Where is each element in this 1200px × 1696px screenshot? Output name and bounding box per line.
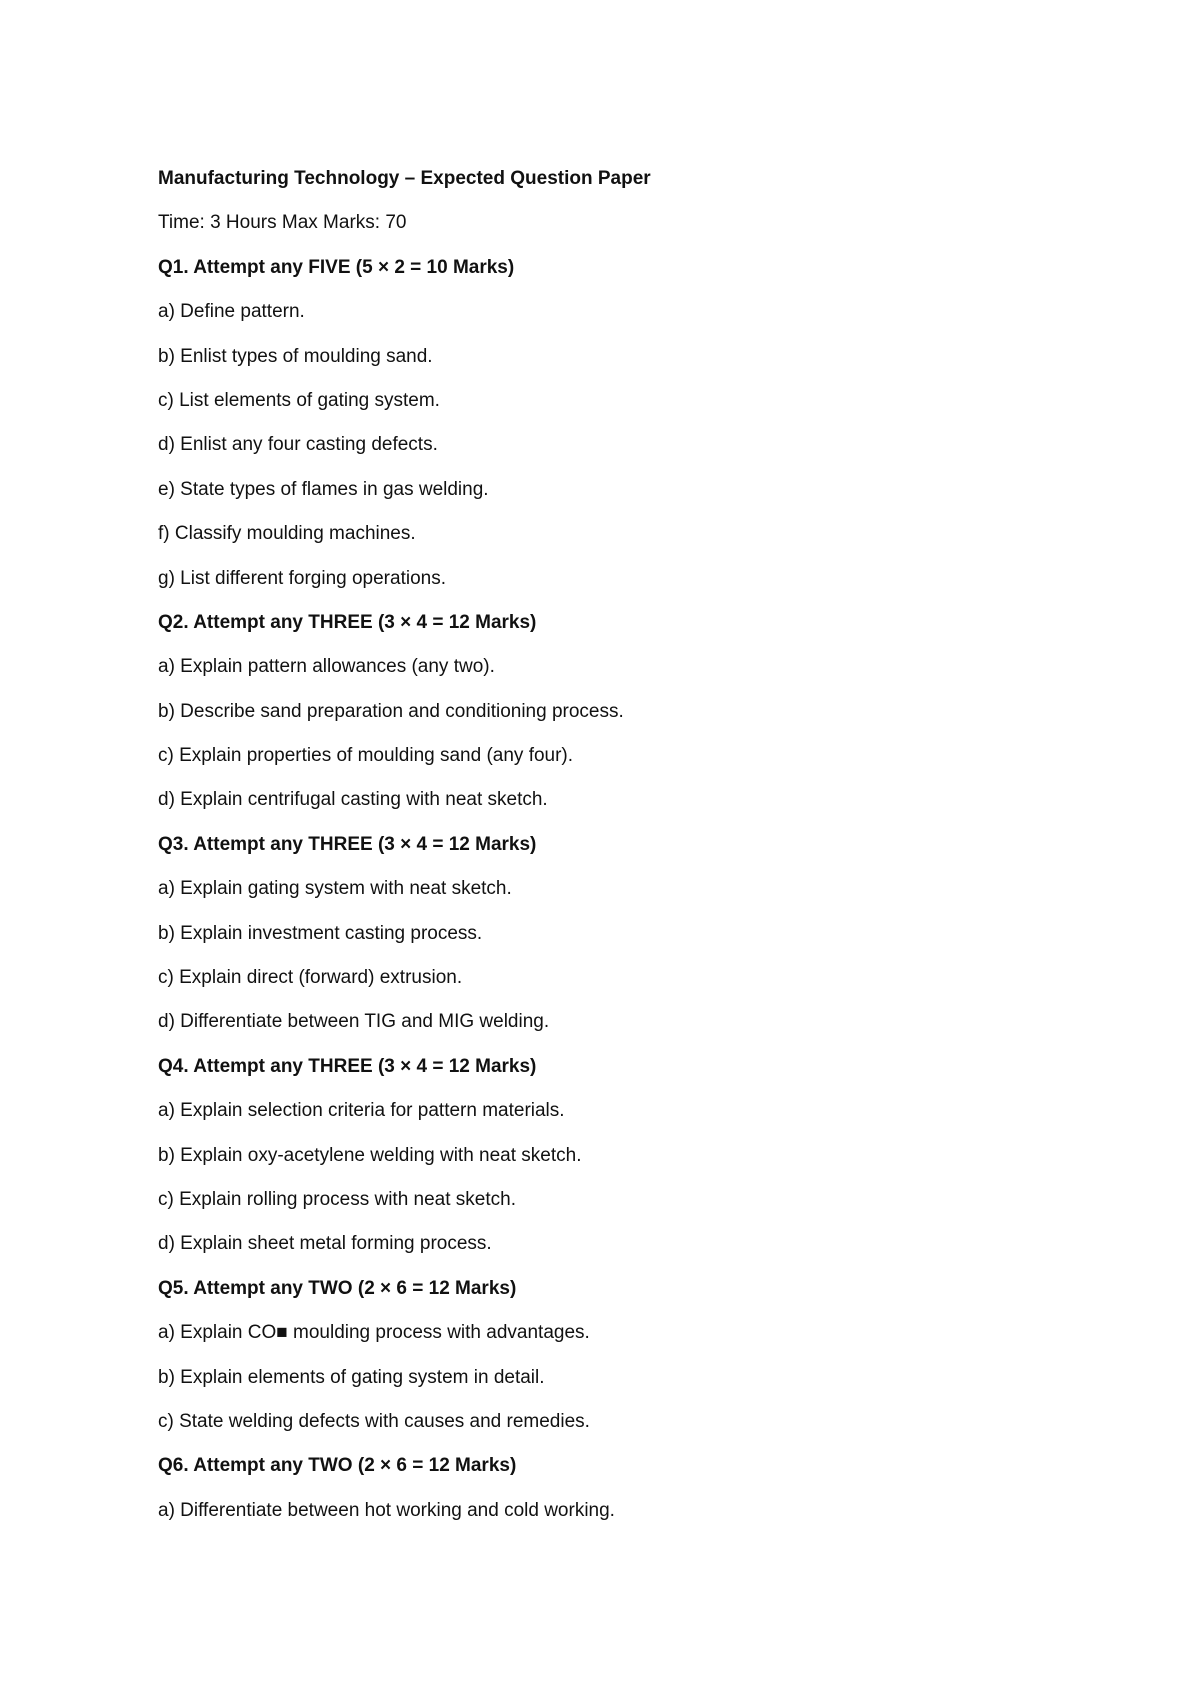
question-item: a) Explain selection criteria for pattern materials. [158,1100,565,1122]
question-item: e) State types of flames in gas welding. [158,478,489,500]
question-item: d) Enlist any four casting defects. [158,434,438,456]
question-item: b) Describe sand preparation and conditioning process. [158,700,624,722]
question-item: b) Explain investment casting process. [158,922,483,944]
question-section-q2 [158,601,1058,823]
question-item: a) Define pattern. [158,301,305,323]
paper-title: Manufacturing Technology – Expected Question Paper [158,168,651,189]
question-item: c) Explain rolling process with neat sketch. [158,1188,516,1210]
question-section-q3 [158,823,1058,1045]
question-item: b) Enlist types of moulding sand. [158,345,433,367]
question-heading: Q2. Attempt any THREE (3 × 4 = 12 Marks) [158,611,537,633]
question-heading: Q1. Attempt any FIVE (5 × 2 = 10 Marks) [158,256,515,278]
question-section-q4 [158,1045,1058,1267]
question-item: b) Explain oxy-acetylene welding with neat sketch. [158,1144,582,1166]
exam-meta: Time: 3 Hours Max Marks: 70 [158,212,407,234]
question-item: c) State welding defects with causes and remedies. [158,1410,590,1432]
question-heading: Q5. Attempt any TWO (2 × 6 = 12 Marks) [158,1277,517,1299]
question-item: c) Explain properties of moulding sand (any four). [158,745,574,767]
question-item: a) Differentiate between hot working and cold working. [158,1499,615,1521]
question-heading: Q3. Attempt any THREE (3 × 4 = 12 Marks) [158,833,537,855]
question-item: c) List elements of gating system. [158,389,440,411]
question-item: g) List different forging operations. [158,567,446,589]
question-section-q6 [158,1444,1058,1533]
question-item: b) Explain elements of gating system in detail. [158,1366,545,1388]
question-heading: Q6. Attempt any TWO (2 × 6 = 12 Marks) [158,1455,517,1477]
question-item: a) Explain pattern allowances (any two). [158,656,495,678]
document-body [158,157,1058,1533]
question-heading: Q4. Attempt any THREE (3 × 4 = 12 Marks) [158,1055,537,1077]
question-item: c) Explain direct (forward) extrusion. [158,967,463,989]
question-item: a) Explain gating system with neat sketch. [158,878,512,900]
question-section-q5 [158,1267,1058,1445]
question-section-q1 [158,246,1058,601]
question-item: d) Explain centrifugal casting with neat sketch. [158,789,548,811]
question-item: f) Classify moulding machines. [158,523,416,545]
question-item: d) Explain sheet metal forming process. [158,1233,492,1255]
question-item: a) Explain CO■ moulding process with advantages. [158,1322,590,1344]
question-item: d) Differentiate between TIG and MIG welding. [158,1011,550,1033]
